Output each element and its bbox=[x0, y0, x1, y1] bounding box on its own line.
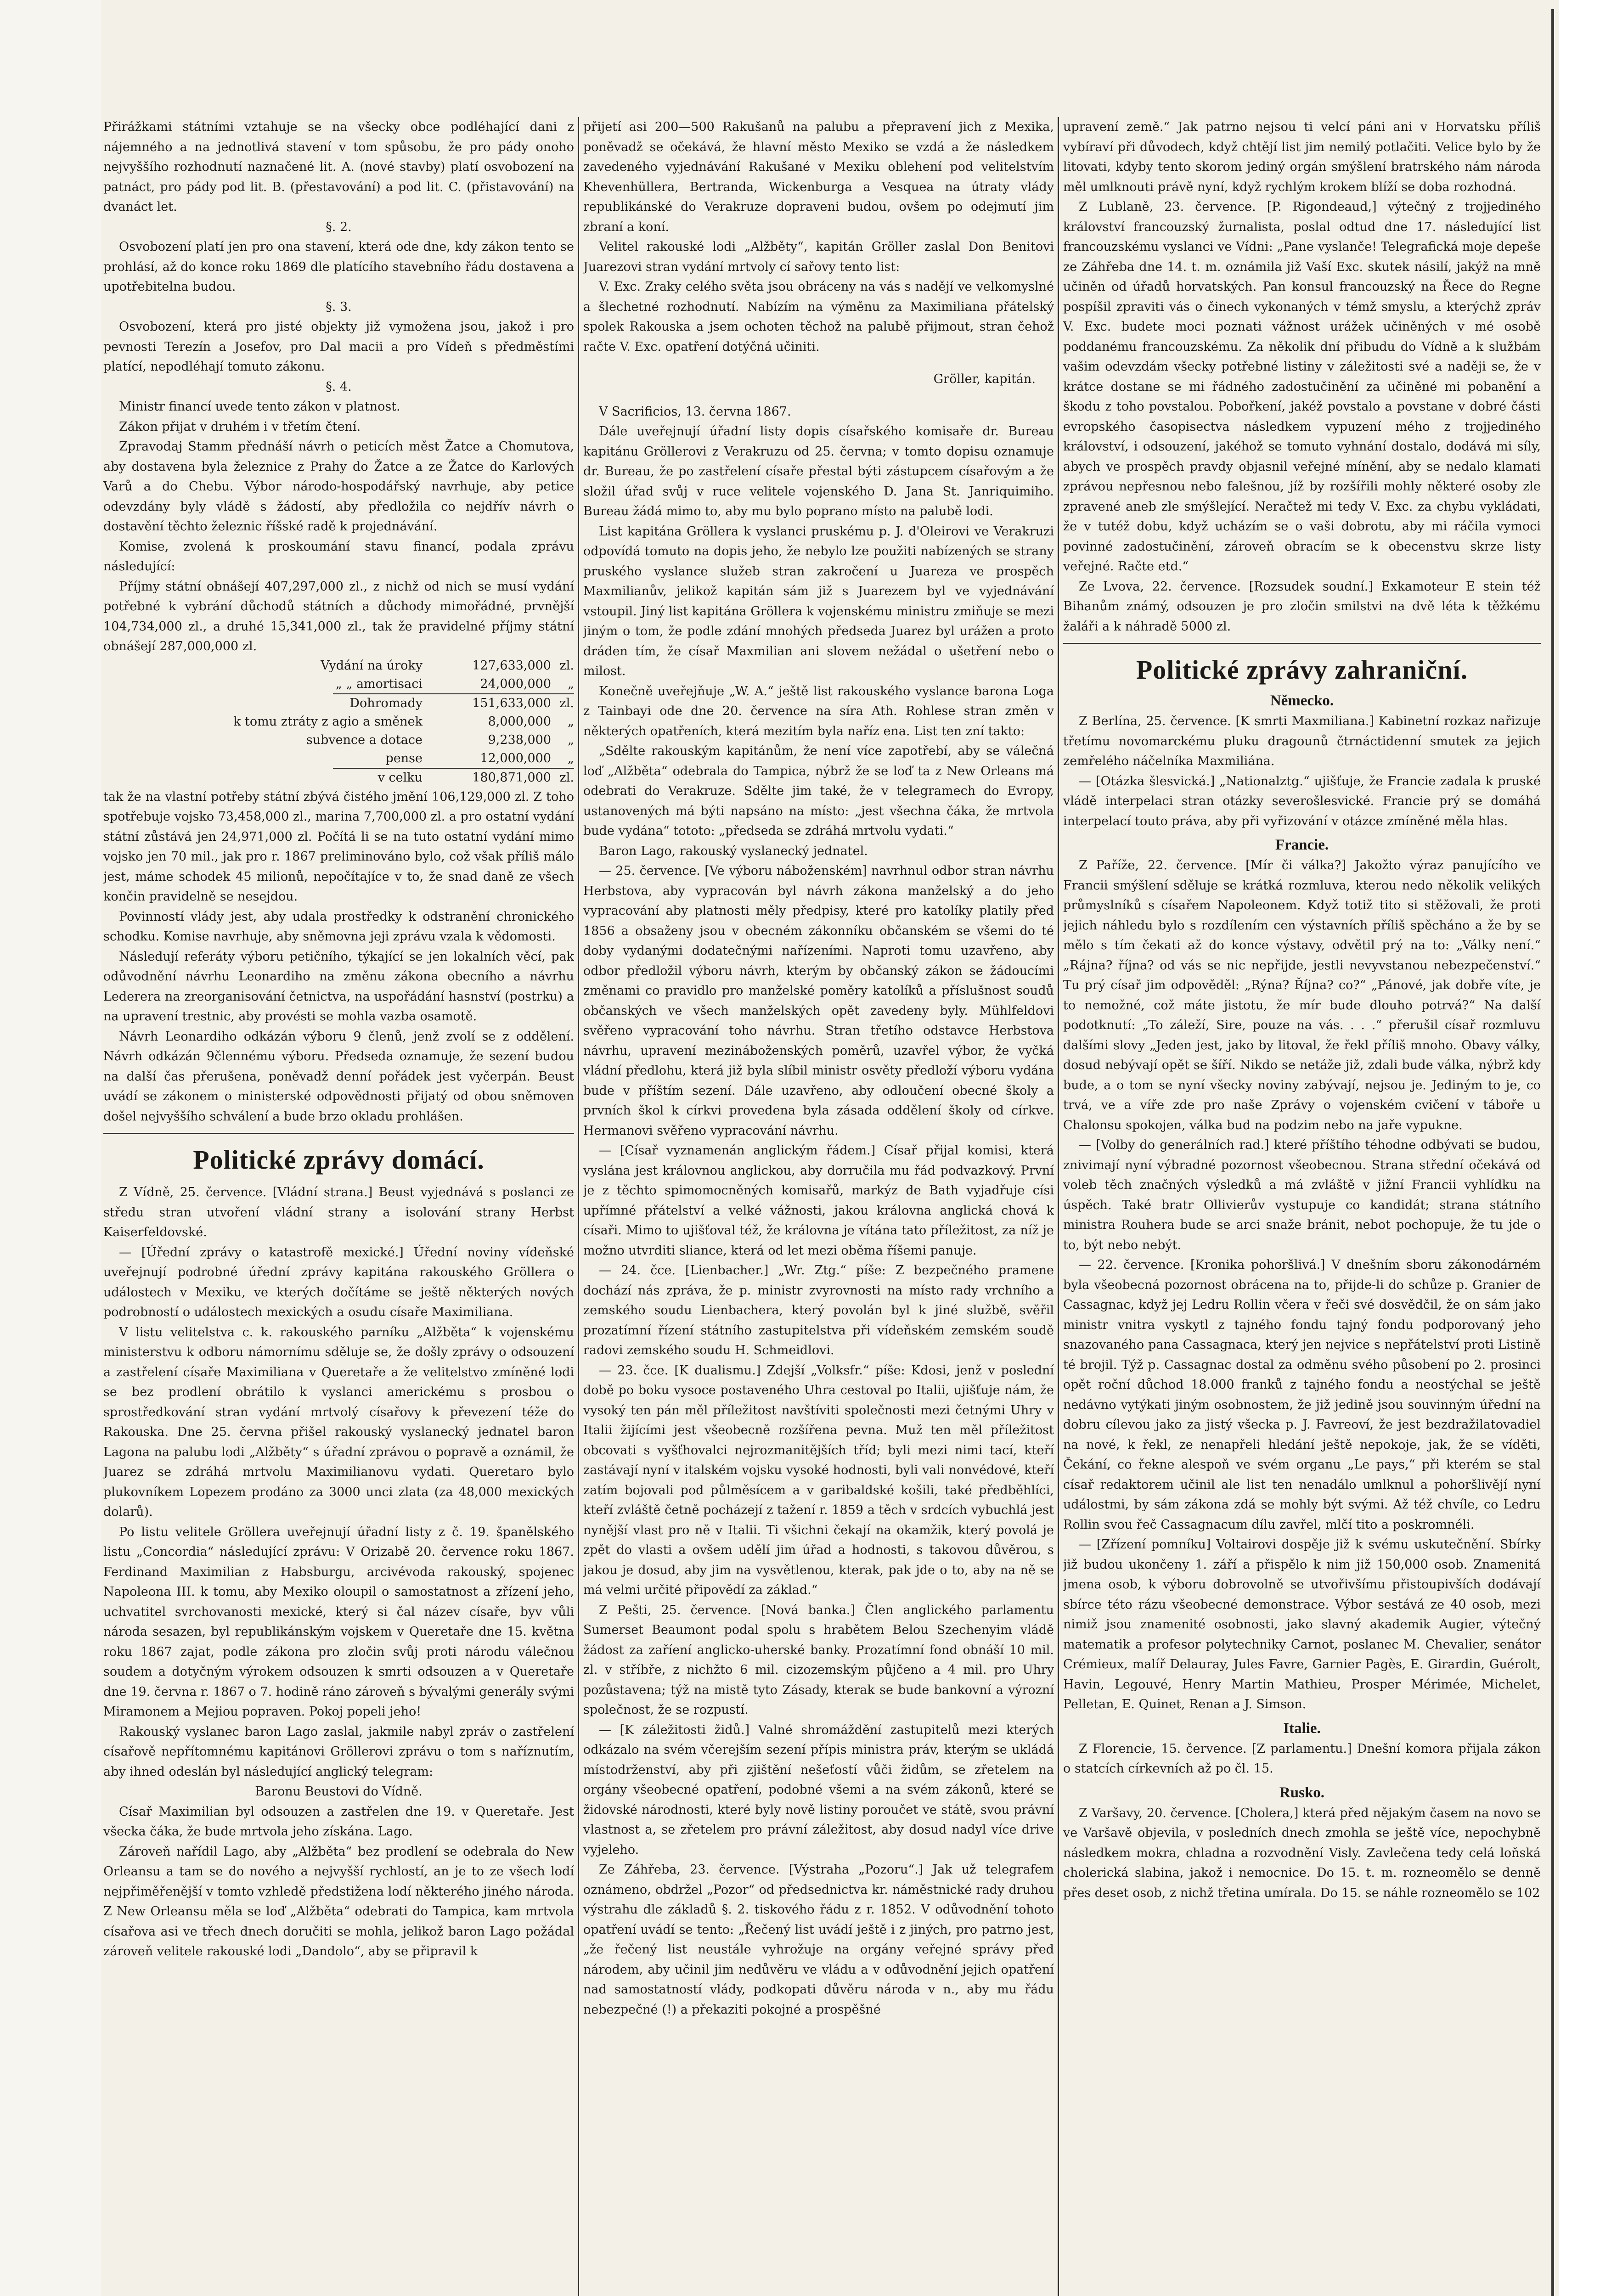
news-item: — [Úřední zprávy o katastrofě mexické.] Úřední noviny vídeňské uveřejnují podrobné úřední zprávy kapitána rakouského Gröllera o událostech v Mexiku, ve kterých dočítáme se ještě některých nových podrobností o událostech mexických a osudu císaře Maximiliana. bbox=[103, 1245, 574, 1319]
news-item: — [Císař vyznamenán anglickým řádem.] Císař přijal komisi, která vyslána jest královnou anglickou, aby dorručila mu řád podvazkový. První je z těchto spimomocněných komisařů, markýz de Bath vyjadřuje císi upřímné přátelství a velké vážnosti, jakou královna anglická chová k císaři. Mimo to ujišťoval též, že královna je vítána tato příležitost, za níž je možno utvrditi sliance, která od let mezi oběma říšemi panuje. bbox=[583, 1143, 1054, 1258]
country-heading: Francie. bbox=[1275, 837, 1329, 853]
news-item: Velitel rakouské lodi „Alžběty“, kapitán Gröller zaslal Don Benitovi Juarezovi stran vydání mrtvoly cí sařovy tento list: bbox=[583, 240, 1054, 274]
budget-row bbox=[103, 657, 574, 675]
article-paragraph: Zpravodaj Stamm přednáší návrh o peticích měst Žatce a Chomutova, aby dostavena byla železnice z Prahy do Žatce a ze Žatce do Karlových Varů a do Chebu. Výbor národo-hospodářský navrhuje, aby petice odevzdány byly vládě s žádostí, aby předložila co nejdřív návrh o dostavění těchto železnic říšské radě k projednávání. bbox=[103, 439, 574, 534]
article-paragraph: Následují referáty výboru petičního, týkající se jen lokalních věcí, pak odůvodnění návrhu Leonardiho na změnu zákona obecního a návrhu Lederera na zreorganisování četnictva, na uspořádání hasnství (postrku) a na upravení trestnic, aby provésti se mohla vazba osamotě. bbox=[103, 949, 574, 1024]
news-item: — 22. července. [Kronika pohoršlivá.] V dnešním sboru zákonodárném byla všeobecná pozornost obrácena na to, přijde-li do schůze p. Granier de Cassagnac, když jej Ledru Rollin včera v řeči své dosvědčil, že on sám jako ministr vnitra vyskytl z tajného fondu tajný fondu podporovaný jeho snazovaného pana Cassagnaca, který jen nejvice s nepřátelství proti Listině té brojil. Týž p. Cassagnac dostal za odměnu svého působení po 2. prosinci opět roční důchod 18.000 franků z tajného fondu a neostýchal se ještě nedávno vytýkati jiným osobnostem, že již jedině jsou souvinným úřední na dobru cílevou jako za jistý všecka p. J. Favreoví, že jest bezdražilatovadiel na nové, k řekl, ze nenapřeli hledání ještě nepokoje, jak, že se víděti, Čekání, co řekne alespoň ve svém organu „Le pays,“ při kterém se stal císař redaktorem učinil ale list ten nenadálo umlknul a pohoršlivějí nyní událostmi, by sám zákona zdá se mohly být svými. Až též chvíle, co Ledru Rollin svou řeč Cassagnacum dílu zavřel, mlčí tito a poskromnéli. bbox=[1063, 1258, 1541, 1532]
budget-row-unit: zl. bbox=[559, 696, 574, 710]
budget-row-value: 9,238,000 bbox=[488, 732, 551, 747]
news-item: V listu velitelstva c. k. rakouského parníku „Alžběta“ k vojenskému ministerstvu k odboru námornímu sděluje se, že došly zprávy o odsouzení a zastřelení císaře Maximiliana v Queretaře a že velitelstvo zmíněné lodi se bez prodlení obrátilo k vyslanci americkému s prosbou o sprostředkování stran vydání mrtvolý císařovy k převezení téže do Rakouska. Dne 25. června přišel rakouský vyslanecký jednatel baron Lagona na palubu lodi „Alžběty“ s úřadní zprávou o popravě a oznámil, že Juarez se zdráhá mrtvolu Maximilianovu vydati. Queretaro bylo plukovníkem Lopezem prodáno za 3000 unci zlata (za 48,000 mexických dolarů). bbox=[103, 1325, 574, 1519]
news-item: List kapitána Gröllera k vyslanci pruskému p. J. d'Oleirovi ve Verakruzi odpovídá tomuto na dopis jeho, že nebylo lze použiti nabízených se strany pruského vyslance služeb stran zakročení u Juareza ve prospěch Maxmilianův, jelikož kapitán sám již s Juarezem byl ve vyjednávání vstoupil. Jiný list kapitána Gröllera k vojenskému ministru zmiňuje se mezi jiným o tom, že podle zdání mnohých předseda Juarez byl urážen a proto dráden tím, že císař Maxmilian ani slovem nežádal o ušetření nebo o milost. bbox=[583, 524, 1054, 678]
country-heading: Německo. bbox=[1270, 692, 1334, 709]
budget-row bbox=[103, 769, 574, 787]
budget-row-unit: „ bbox=[568, 714, 574, 729]
section-number: §. 3. bbox=[326, 299, 352, 314]
right-page-edge bbox=[1559, 0, 1600, 2296]
budget-row-label: „ „ amortisaci bbox=[335, 676, 423, 691]
budget-row-value: 24,000,000 bbox=[480, 676, 551, 691]
news-item: Rakouský vyslanec baron Lago zaslal, jakmile nabyl zpráv o zastřelení císařově nepřítomnému kapitánovi Gröllerovi zprávu o tom s naříznutím, aby ihned odeslán byl následující anglický telegram: bbox=[103, 1724, 574, 1779]
budget-row-value: 12,000,000 bbox=[480, 751, 551, 765]
news-item: — [Otázka šlesvická.] „Nationalztg.“ ujišťuje, že Francie zadala k pruské vládě interpelaci stran otázky severošlesvické. Francie prý se domáhá interpelací touto práva, aby při vyřizování v otázce zmíněné měla hlas. bbox=[1063, 774, 1541, 828]
article-paragraph: Přirážkami státními vztahuje se na všecky obce podléhající dani z nájemného a na jednotlivá stavení v tom spůsobu, že pro pády onoho nejvyššího rozhodnutí naznačené lit. A. (nové stavby) platí osvobození na patnáct, pro pády pod lit. B. (přestavování) a pod lit. C. (přistavování) na dvanáct let. bbox=[103, 120, 574, 214]
budget-row-unit: „ bbox=[568, 732, 574, 747]
column-rule-1 bbox=[578, 117, 579, 2296]
section-number: §. 2. bbox=[326, 219, 352, 234]
budget-row-unit: zl. bbox=[559, 658, 574, 673]
news-item: Z Florencie, 15. července. [Z parlamentu.] Dnešní komora přijala zákon o statcích církevních až po čl. 15. bbox=[1063, 1741, 1541, 1776]
article-paragraph: Osvobození, která pro jisté objekty již vymožena jsou, jakož i pro pevnosti Terezín a Josefov, pro Dal macii a pro Vídeň s předměstími platící, nepodléhají tomuto zákonu. bbox=[103, 320, 574, 374]
news-item: Z Varšavy, 20. července. [Cholera,] která před nějakým časem na novo se ve Varšavě objevila, v posledních dnech zmohla se ještě více, nepochybně následkem mokra, chladna a rozvodnění Visly. Zavlečena tedy celá loňská cholerická slabina, jakož i nemocnice. Do 15. t. m. rozneomělo se denně přes deset osob, z nichž třetina umírala. Do 15. se náhle rozneomělo se 102 bbox=[1063, 1806, 1541, 1900]
article-paragraph: Osvobození platí jen pro ona stavení, která ode dne, kdy zákon tento se prohlásí, až do konce roku 1869 dle platícího stavebního řádu dostavena a upotřebitelna budou. bbox=[103, 240, 574, 294]
dateline: V Sacrificios, 13. června 1867. bbox=[599, 404, 791, 419]
news-item: — [Zřízení pomníku] Voltairovi dospěje již k svému uskutečnění. Sbírky již budou ukončeny 1. září a přispělo k nim již 150,000 osob. Znamenitá jmena osob, k výboru dobrovolně se utvořivšímu přistoupivších dodávají sbírce této rázu všeobecné demonstrace. Výbor sestává ze 40 osob, mezi nimiž jsou znamenité osobnosti, jako slavný akademik Augier, výtečný matematik a profesor polytechniky Carnot, poslanec M. Chevalier, senátor Crémieux, malíř Delauray, Jules Favre, Garnier Pagès, E. Girardin, Guérolt, Havin, Legouvé, Henry Martin Mathieu, Prosper Mérimée, Michelet, Pelletan, E. Quinet, Renan a J. Simson. bbox=[1063, 1537, 1541, 1711]
budget-row-label: subvence a dotace bbox=[306, 732, 423, 747]
budget-row bbox=[103, 731, 574, 749]
budget-row bbox=[103, 749, 574, 768]
section-divider bbox=[103, 1133, 574, 1134]
article-paragraph: Příjmy státní obnášejí 407,297,000 zl., z nichž od nich se musí vydání potřebné k vybrání důchodů státních a důchody mimořádné, prvnější 104,734,000 zl., a druhé 15,341,000 zl., tak že pravidelné příjmy státní obnášejí 287,000,000 zl. bbox=[103, 579, 574, 653]
country-heading: Italie. bbox=[1283, 1720, 1321, 1737]
budget-row-unit: zl. bbox=[559, 770, 574, 785]
country-heading: Rusko. bbox=[1279, 1784, 1325, 1801]
news-item: Císař Maximilian byl odsouzen a zastřelen dne 19. v Queretaře. Jest všecka čáka, že bude mrtvola jeho získána. Lago. bbox=[103, 1804, 574, 1839]
budget-row-value: 8,000,000 bbox=[488, 714, 551, 729]
budget-table bbox=[103, 657, 574, 787]
section-headline: Politické zprávy domácí. bbox=[193, 1145, 485, 1175]
letter-text: „Sdělte rakouským kapitánům, že není více zapotřebí, aby se válečná loď „Alžběta“ odebrala do Tampica, nýbrž že se loď ta z New Orleans má odebrati do Verakruze. Sdělte jim také, že v telegramech do Evropy, ustanovených má býti napsáno na místo: „jest všechna čáka, že mrtvola bude vydána“ tototo: „předseda se zdráhá mrtvolu vydati.“ bbox=[583, 744, 1054, 838]
news-item: — 25. července. [Ve výboru náboženském] navrhnul odbor stran návrhu Herbstova, aby vypracován byl návrh zákona manželský a do jeho vypracování aby platnosti měly předpisy, které pro katolíky platily před 1856 a obsaženy jsou v obecném zákonníku občanském se všemi do té doby vydanými dodatečnými nařízeními. Naproti tomu uzavřeno, aby odbor předložil výboru návrh, kterým by občanský zákon se žádoucími změnami co pravidlo pro manželské poměry katolíků a příslušnost soudů občanských ve všech manželských opět zavedeny byly. Mühlfeldovi svěřeno vypracování toho návrhu. Stran třetího odstavce Herbstova návrhu, upravení mezináboženských poměrů, uzavřel výbor, že vyčká vládní předlohu, která již byla slíbil ministr osvěty předloží výboru vydána bude v příštím sezení. Dále uzavřeno, aby odloučení obecné školy a prvních škol k církvi provedena byla zásada oddělení školy od církve. Hermanovi svěřeno vypracování návrhu. bbox=[583, 864, 1054, 1138]
budget-row-unit: „ bbox=[568, 751, 574, 765]
budget-row bbox=[103, 675, 574, 693]
news-item: Po listu velitele Gröllera uveřejnují úřadní listy z č. 19. španělského listu „Concordia“ následující zprávu: V Orizabě 20. července roku 1867. Ferdinand Maximilian z Habsburgu, arcivévoda rakouský, spojenec Napoleona III. k tomu, aby Mexiko oloupil o samostatnost a zřízení jeho, uchvatitel svrchovanosti mexické, který si čal název císaře, byv vůli národa sesazen, byl republikánským vojskem v Queretaře dne 15. května roku 1867 zajat, podle zákona pro zločin svůj proti národu válečnou soudem a dotyčným výrokem odsouzen k smrti odsouzen a v Queretaře dne 19. června r. 1867 o 7. hodině ráno zároveň s bývalými generály svými Miramonem a Mejiou popraven. Pokoj popeli jeho! bbox=[103, 1525, 574, 1719]
letter-text: V. Exc. Zraky celého světa jsou obráceny na vás s nadějí ve velkomyslné a šlechetné rozhodnutí. Nabízím na výměnu za Maximiliana přátelský spolek Rakouska a jsem ochoten těchož na palubě přijmout, stran čehož račte V. Exc. opatření dotýčná učiniti. bbox=[583, 280, 1054, 354]
article-paragraph: Povinností vlády jest, aby udala prostředky k odstranění chronického schodku. Komise navrhuje, aby sněmovna jeji zprávu vzala k vědomosti. bbox=[103, 909, 574, 944]
news-item: Z Paříže, 22. července. [Mír či válka?] Jakožto výraz panujícího ve Francii smýšlení sděluje se krátká rozmluva, kterou nedo několik velikých průmyslníků s císařem Napoleonem. Když totiž tito si stěžovali, že proti jejich náhledu bylo s rozdílením cen výstavních příliš spěcháno a že by se mělo s tím čekati až do konce výstavy, odvětil prý na to: „Války není.“ „Rájna? října? od vás se nic nepřijde, jestli nevyvstanou nebezpečenství.“ Tu prý císař jim odpověděl: „Rýna? Října? co?“ „Pánové, jak dobře víte, je to nemožné, což máte jistotu, že mír bude dlouho potrvá?“ Na další podotknutí: „To záleží, Sire, pouze na vás. . . .“ přerušil císař rozmluvu dalšími slovy „Jeden jest, jako by litoval, že řekl příliš mnoho. Obavy války, dosud nebývají opět se šíří. Nikdo se netáže již, zdali bude válka, nýbrž kdy bude, a o tom se nyní všecky noviny zabývají, nejsou je. Jediným to je, co trvá, ve a víře zde pro naše Zprávy o vojenském cvičení v táboře u Chalonsu spokojen, válka bud na podzim nebo na jaře vypukne. bbox=[1063, 858, 1541, 1132]
column-rule-2 bbox=[1058, 117, 1059, 2296]
page-edge-line bbox=[1551, 9, 1554, 2296]
news-item: Konečně uveřejňuje „W. A.“ ještě list rakouského vyslance barona Loga z Tainbayi ode dne 20. července na síra Ath. Rohlese stran změn v některých opatřeních, která mezitím byla naříz ena. List ten zní takto: bbox=[583, 684, 1054, 738]
section-headline: Politické zprávy zahraniční. bbox=[1136, 655, 1468, 685]
news-item: Z Lublaně, 23. července. [P. Rigondeaud,] výtečný z trojjediného království francouzský žurnalista, poslal odtud dne 17. následující list francouzskému vyslanci ve Vídni: „Pane vyslanče! Telegrafická moje depeše ze Záhřeba dne 14. t. m. oznámila již Vaší Exc. skutek násilí, jakýž na mně učiněn od úřadů horvatských. Pan konsul francouzský na Řece do Regne pospíšil zpraviti vás o činech vykonaných v témž smyslu, a kterýchž zpráv V. Exc. budete moci poznati vážnost urážek učiněných v mé osobě poddanému francouzskému. Za několik dní přibudu do Vídně a k službám vašim odevzdám všecky potřebné listiny v záležitosti své a naději se, že v krátce dostane se mi řádného zadostučinění za učiněné mi pobanění a škodu z toho povstalou. Pobořkení, jakéž povstalo a povstane v dobré části evropského časopisectva následkem vypuzení mého z trojjediného království, i odsouzení, jakéhož se tomuto vyhnání dostalo, dodává mi síly, abych ve prospěch pravdy objasnil veřejné mínění, aby se nedalo klamati zprávou nepřesnou nebo falešnou, jíž by rozšířili mohly některé osoby zle zpravené aneb zle smýšlející. Neračtež mi tedy V. Exc. za chybu vykládati, že v tutéž dobu, když ucházím se o vaši dobrotu, aby mi ráčila vymoci povinné zadostučinění, zároveň obracím se k obecenstvu skrze listy veřejné. Račte etd.“ bbox=[1063, 200, 1541, 574]
article-paragraph: tak že na vlastní potřeby státní zbývá čistého jmění 106,129,000 zl. Z toho spotřebuje vojsko 73,458,000 zl., marina 7,700,000 zl. a pro ostatní vydání státní zůstává jen 24,971,000 zl. Počítá li se na tuto ostatní vydání mimo vojsko jen 70 mil., jak pro r. 1867 preliminováno bylo, což však příliš málo jest, máme schodek 45 milionů, nepočítajíce v to, že snad daně ze všech končin pravidelně se nesejdou. bbox=[103, 789, 574, 904]
news-item: — 24. čce. [Lienbacher.] „Wr. Ztg.“ píše: Z bezpečného pramene dochází nás zpráva, že p. ministr zvyrovnosti na místo rady vrchního a zemského soudu Lienbachera, který povolán byl k jiné službě, svěřil prozatímní řízení státního zastupitelstva při vídeňském zemském soudě radovi zemského soudu H. Schmeidlovi. bbox=[583, 1263, 1054, 1357]
budget-row-value: 127,633,000 bbox=[472, 658, 551, 673]
budget-row-label: pense bbox=[385, 751, 423, 765]
news-item: Z Vídně, 25. července. [Vládní strana.] Beust vyjednává s poslanci ze středu stran utvoření vládní strany a isolování strany Herbst Kaiserfeldovské. bbox=[103, 1185, 574, 1239]
article-paragraph: Komise, zvolená k proskoumání stavu financí, podala zprávu následující: bbox=[103, 539, 574, 574]
section-divider bbox=[1063, 643, 1541, 644]
signature: Gröller, kapitán. bbox=[933, 372, 1036, 386]
left-margin bbox=[0, 0, 101, 2296]
budget-row-label: k tomu ztráty z agio a směnek bbox=[233, 714, 423, 729]
news-item: Dále uveřejnují úřadní listy dopis císařského komisaře dr. Bureau kapitánu Gröllerovi z Verakruzu od 25. června; v tomto dopisu oznamuje dr. Bureau, že po zastřelení císaře přestal býti zástupcem císařovým a že složil úřad svůj v ruce velitele vojenského D. Jana St. Janriquimiho. Bureau žádá mimo to, aby mu bylo poprano místo na palubě lodi. bbox=[583, 424, 1054, 518]
column-2 bbox=[583, 117, 1054, 2296]
article-paragraph: Návrh Leonardiho odkázán výboru 9 členů, jenž zvolí se z oddělení. Návrh odkázán 9člennému výboru. Předseda oznamuje, že sezení budou na další čas přerušena, poněvadž denní pořádek jest vyčerpán. Beust uvádí se zákonem o ministerské odpovědnosti přijatý od obou sněmoven došel nejvyššího schválení a bude brzo okladu prohlášen. bbox=[103, 1029, 574, 1124]
budget-row-value: 180,871,000 bbox=[472, 770, 551, 785]
news-item: Zároveň nařídil Lago, aby „Alžběta“ bez prodlení se odebrala do New Orleansu a tam se do nového a nejvyšší rychlostí, an je to ze všech lodí nejpřiměřenější v tomto vzhledě předstižena lodí některého jiného národa. Z New Orleansu měla se loď „Alžběta“ odebrati do Tampica, kam mrtvola císařova asi ve třech dnech doručiti se mohla, jelikož baron Lago požádal zároveň velitele rakouské lodi „Dandolo“, aby se připravil k bbox=[103, 1844, 574, 1958]
article-paragraph: Ministr financí uvede tento zákon v platnost. bbox=[119, 400, 400, 414]
column-3 bbox=[1063, 117, 1541, 2296]
budget-row-label: Dohromady bbox=[349, 696, 423, 710]
news-item: upravení země.“ Jak patrno nejsou ti velcí páni ani v Horvatsku příliš vybíraví při důvodech, když chtějí list jim nemilý potlačiti. Velice bylo by že litovati, kdyby tento skorom jediný orgán smýšlení bratrského nám národa měl umlknouti právě nyní, když rychlým krokem blíží se doba rozhodná. bbox=[1063, 120, 1541, 194]
news-item: — [K záležitosti židů.] Valné shromáždění zastupitelů mezi kterých odkázalo na svém včerejším sezení přípis ministra práv, kterým se ukládá místodrženství, aby při zjištění nešeťostí vůči židům, se zřetelem na orgány všeobecné opatření, podobné všemi a na svém zákonů, které se židovské národnosti, které byly nově listiny poroučet ve státě, svou právní vlastnost a, se zřetelem pro právní záležitost, aby dosud nadyl více drive vyjeleho. bbox=[583, 1722, 1054, 1857]
article-paragraph: Zákon přijat v druhém i v třetím čtení. bbox=[119, 419, 361, 434]
budget-row-label: Vydání na úroky bbox=[321, 658, 423, 673]
budget-row-value: 151,633,000 bbox=[472, 696, 551, 710]
news-item: přijetí asi 200—500 Rakušanů na palubu a přepravení jich z Mexika, poněvadž se očekává, že hlavní město Mexiko se vzdá a že následkem zavedeného vyjednávání Rakušané v Mexiku oblehení pod velitelstvím Khevenhüllera, Bertranda, Wickenburga a Vesquea na útraty vlády republikánské do Verakruze dopraveni budou, ovšem po odejmutí jim zbraní a koní. bbox=[583, 120, 1054, 234]
budget-row-label: v celku bbox=[377, 770, 423, 785]
news-item: Z Pešti, 25. července. [Nová banka.] Člen anglického parlamentu Sumerset Beaumont podal spolu s hrabětem Belou Szechenyim vládě žádost za zaříení anglicko-uherské banky. Prozatímní fond obnáší 10 mil. zl. v stříbře, z nichžto 6 mil. cizozemským půjčeno a 4 mil. pro Uhry pozůstavena; týž na mistě tyto Zásady, kterak se bude bankovní a výrozní společnost, že se rozpustí. bbox=[583, 1603, 1054, 1717]
news-item: Ze Lvova, 22. července. [Rozsudek soudní.] Exkamoteur E stein též Bihanům známý, odsouzen je pro zločin smilstvi na dvě léta k těžkému žaláři a k náhradě 5000 zl. bbox=[1063, 579, 1541, 634]
news-item: Ze Záhřeba, 23. července. [Výstraha „Pozoru“.] Jak už telegrafem oznámeno, obdržel „Pozor“ od předsednictva kr. náměstnické rady druhou výstrahu dle základů §. 2. tiskového řádu z r. 1852. V odůvodnění tohoto opatření uvádí se tento: „Řečený list uvádí ještě i z jiných, pro patrno jest, „že řečený list neustále vyhrožuje na orgány veřejné správy před národem, aby učinil jim nedůvěru ve vládu a v odůvodnění jejich opatření nad samostatností vlády, podkopati důvěru národa v n., aby mu řádu nebezpečné (!) a překaziti pokojné a prospěšné bbox=[583, 1863, 1054, 2017]
news-item: — 23. čce. [K dualismu.] Zdejší „Volksfr.“ píše: Kdosi, jenž v poslední době po boku vysoce postaveného Uhra cestoval po Italii, ujišťuje nám, že vysoký ten pán měl příležitost navštíviti společnosti mezi četnými Uhry v Italii žijícími jest všeobecně rozšířena pevna. Muž ten měl příležitost obcovati s vyšťhovalci nejrozmanitějších tříd; byli mezi nimi tací, kteří zastávají nyní v italském vojsku vysoké hodnosti, byli vali nonvédové, kteří zatím bojovali pod půlměsícem a v garibaldské košili, také předběhlíci, kteří zvláště četně pocházejí z tažení r. 1859 a těch v srdcích vybuchlá jest nynější vlast pro ně v Italii. Ti všichni čekají na okamžik, který povolá je zpět do vlasti a ovšem udělí jim úřad a hodnosti, s takovou důvěrou, s jakou je dosud, aby jim na vysvětlenou, kterak, pak jde o to, aby na ně se má velmi určité připovědí za základ.“ bbox=[583, 1363, 1054, 1597]
signature: Baron Lago, rakouský vyslanecký jednatel. bbox=[599, 844, 868, 858]
budget-row-unit: „ bbox=[568, 676, 574, 691]
news-item: Z Berlína, 25. července. [K smrti Maxmiliana.] Kabinetní rozkaz nařizuje třetímu novomarckému pluku dragounů čtrnáctidenní smutek za jejich zemřelého náčelníka Maxmiliána. bbox=[1063, 714, 1541, 768]
budget-row bbox=[103, 694, 574, 713]
column-1 bbox=[103, 117, 574, 2296]
telegram-address: Baronu Beustovi do Vídně. bbox=[255, 1784, 423, 1799]
section-number: §. 4. bbox=[326, 379, 352, 394]
news-item: — [Volby do generálních rad.] které příštího téhodne odbývati se budou, znivimají nyní výbradné pozornost všeobecnou. Strana střední očekává od voleb těch značných výsledků a má zvláště v jižní Francii vyhlídku na úspěch. Také bratr Ollivierův vystupuje co kandidát; strana státního ministra Rouhera bude se arci snaže bránit, nebot pochopuje, že tu jde o to, být nebo nebýt. bbox=[1063, 1138, 1541, 1252]
budget-row bbox=[103, 713, 574, 731]
